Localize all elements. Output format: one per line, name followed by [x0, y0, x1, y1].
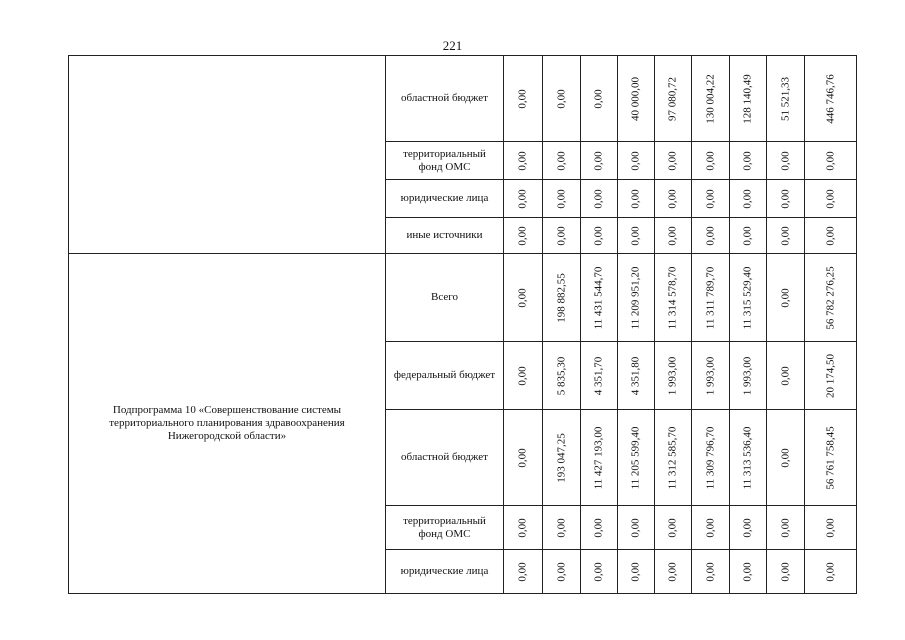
value-text: 40 000,00: [629, 76, 642, 121]
table-body: [69, 56, 857, 594]
value-text: 0,00: [704, 561, 716, 582]
value-text: 0,00: [779, 188, 791, 209]
value-cell: [618, 410, 655, 506]
budget-table: [68, 55, 857, 594]
value-cell: [504, 56, 543, 142]
value-cell: [767, 506, 805, 550]
budget-table-container: [68, 55, 857, 594]
funding-source-cell: областной бюджет: [386, 410, 504, 506]
value-text: 1 993,00: [666, 356, 679, 395]
value-cell: [543, 56, 581, 142]
value-cell: [692, 142, 730, 180]
value-cell: [767, 342, 805, 410]
value-cell: [692, 550, 730, 594]
value-cell: [504, 342, 543, 410]
value-text: 0,00: [741, 225, 754, 246]
value-text: 0,00: [516, 561, 529, 582]
value-cell: [543, 410, 581, 506]
funding-source-cell: иные источники: [386, 218, 504, 254]
value-cell: [504, 218, 543, 254]
value-text: 20 174,50: [824, 353, 836, 398]
value-cell: [805, 180, 857, 218]
value-cell: [805, 218, 857, 254]
value-cell: [730, 410, 767, 506]
value-cell: [730, 218, 767, 254]
value-text: 0,00: [666, 150, 679, 171]
value-text: 51 521,33: [779, 76, 791, 121]
program-title-cell: Подпрограмма 10 «Совершенствование системы территориального планирования здравоохранения Нижегородской области»: [69, 254, 386, 594]
value-cell: [730, 56, 767, 142]
value-text: 0,00: [516, 150, 529, 171]
empty-program-cell: [69, 56, 386, 254]
value-text: 4 351,70: [592, 356, 605, 395]
value-text: 0,00: [516, 88, 529, 109]
value-cell: [692, 218, 730, 254]
value-text: 0,00: [666, 517, 679, 538]
value-cell: [581, 410, 618, 506]
value-cell: [618, 254, 655, 342]
value-cell: [543, 218, 581, 254]
value-text: 128 140,49: [741, 73, 754, 124]
value-text: 0,00: [741, 561, 754, 582]
value-text: 0,00: [779, 447, 791, 468]
value-cell: [543, 550, 581, 594]
value-cell: [618, 56, 655, 142]
value-text: 0,00: [516, 287, 529, 308]
value-text: 11 312 585,70: [666, 426, 679, 489]
value-cell: [618, 180, 655, 218]
value-cell: [543, 254, 581, 342]
value-text: 11 427 193,00: [592, 426, 605, 489]
value-cell: [655, 342, 692, 410]
value-text: 0,00: [592, 561, 605, 582]
value-text: 0,00: [516, 517, 529, 538]
value-text: 11 311 789,70: [704, 266, 716, 329]
value-cell: [692, 254, 730, 342]
value-cell: [581, 506, 618, 550]
value-cell: [504, 506, 543, 550]
value-text: 0,00: [779, 517, 791, 538]
value-cell: [730, 342, 767, 410]
value-text: 56 761 758,45: [824, 425, 836, 490]
value-text: 0,00: [555, 225, 567, 246]
funding-source-cell: областной бюджет: [386, 56, 504, 142]
value-cell: [805, 410, 857, 506]
value-cell: [581, 342, 618, 410]
value-text: 0,00: [629, 225, 642, 246]
value-cell: [692, 56, 730, 142]
value-text: 0,00: [704, 188, 716, 209]
value-text: 11 205 599,40: [629, 426, 642, 489]
value-text: 11 209 951,20: [629, 266, 642, 329]
value-text: 0,00: [555, 150, 567, 171]
value-cell: [767, 254, 805, 342]
value-cell: [655, 254, 692, 342]
funding-source-cell: территориальный фонд ОМС: [386, 142, 504, 180]
value-cell: [767, 550, 805, 594]
value-text: 56 782 276,25: [824, 265, 836, 330]
value-cell: [504, 180, 543, 218]
value-text: 1 993,00: [741, 356, 754, 395]
value-text: 0,00: [555, 188, 567, 209]
value-cell: [504, 254, 543, 342]
value-text: 0,00: [516, 447, 529, 468]
value-cell: [581, 218, 618, 254]
value-cell: [767, 218, 805, 254]
value-cell: [581, 550, 618, 594]
value-text: 11 431 544,70: [592, 266, 605, 329]
value-cell: [805, 142, 857, 180]
funding-source-cell: Всего: [386, 254, 504, 342]
value-text: 0,00: [666, 225, 679, 246]
value-text: 0,00: [824, 561, 836, 582]
value-text: 0,00: [741, 517, 754, 538]
value-text: 0,00: [779, 365, 791, 386]
value-text: 130 004,22: [704, 73, 716, 124]
value-text: 0,00: [741, 188, 754, 209]
funding-source-cell: юридические лица: [386, 180, 504, 218]
value-text: 0,00: [666, 561, 679, 582]
value-text: 0,00: [666, 188, 679, 209]
value-text: 0,00: [592, 225, 605, 246]
value-cell: [581, 180, 618, 218]
value-text: 193 047,25: [555, 432, 567, 483]
value-cell: [655, 550, 692, 594]
value-cell: [618, 218, 655, 254]
value-cell: [581, 254, 618, 342]
value-cell: [655, 56, 692, 142]
value-text: 0,00: [629, 517, 642, 538]
value-text: 5 835,30: [555, 356, 567, 395]
funding-source-cell: юридические лица: [386, 550, 504, 594]
value-text: 11 309 796,70: [704, 426, 716, 489]
value-cell: [805, 56, 857, 142]
value-cell: [730, 506, 767, 550]
funding-source-cell: федеральный бюджет: [386, 342, 504, 410]
value-cell: [655, 142, 692, 180]
funding-source-cell: территориальный фонд ОМС: [386, 506, 504, 550]
value-text: 198 882,55: [555, 272, 567, 323]
value-text: 446 746,76: [824, 73, 836, 124]
value-text: 0,00: [779, 150, 791, 171]
value-text: 11 313 536,40: [741, 426, 754, 489]
value-cell: [767, 180, 805, 218]
value-cell: [692, 342, 730, 410]
page-number: 221: [442, 38, 463, 53]
value-cell: [730, 254, 767, 342]
value-cell: [805, 506, 857, 550]
value-cell: [618, 342, 655, 410]
value-text: 4 351,80: [629, 356, 642, 395]
value-cell: [767, 410, 805, 506]
value-cell: [767, 56, 805, 142]
value-cell: [581, 142, 618, 180]
value-cell: [618, 142, 655, 180]
value-text: 0,00: [592, 188, 605, 209]
value-text: 0,00: [779, 225, 791, 246]
value-cell: [805, 254, 857, 342]
value-text: 0,00: [516, 365, 529, 386]
value-cell: [692, 180, 730, 218]
value-cell: [504, 410, 543, 506]
value-text: 0,00: [555, 88, 567, 109]
value-cell: [730, 550, 767, 594]
value-cell: [730, 142, 767, 180]
value-cell: [805, 550, 857, 594]
value-text: 1 993,00: [704, 356, 716, 395]
value-text: 0,00: [555, 561, 567, 582]
value-cell: [543, 180, 581, 218]
value-text: 0,00: [779, 561, 791, 582]
value-text: 11 314 578,70: [666, 266, 679, 329]
value-text: 0,00: [741, 150, 754, 171]
value-text: 0,00: [592, 150, 605, 171]
value-cell: [655, 180, 692, 218]
value-text: 0,00: [704, 225, 716, 246]
value-cell: [692, 506, 730, 550]
value-cell: [543, 506, 581, 550]
value-text: 0,00: [779, 287, 791, 308]
value-text: 0,00: [704, 150, 716, 171]
value-text: 0,00: [629, 150, 642, 171]
value-text: 0,00: [592, 517, 605, 538]
value-text: 0,00: [516, 188, 529, 209]
value-cell: [618, 506, 655, 550]
value-cell: [581, 56, 618, 142]
value-text: 0,00: [555, 517, 567, 538]
value-text: 97 080,72: [666, 76, 679, 121]
value-cell: [655, 410, 692, 506]
value-cell: [730, 180, 767, 218]
value-cell: [618, 550, 655, 594]
table-row: [69, 56, 857, 142]
value-cell: [543, 142, 581, 180]
value-cell: [543, 342, 581, 410]
value-text: 0,00: [824, 517, 836, 538]
value-cell: [504, 550, 543, 594]
value-text: 0,00: [704, 517, 716, 538]
value-text: 0,00: [516, 225, 529, 246]
value-cell: [805, 342, 857, 410]
value-text: 0,00: [824, 150, 836, 171]
value-cell: [692, 410, 730, 506]
value-text: 0,00: [592, 88, 605, 109]
value-text: 0,00: [629, 561, 642, 582]
value-cell: [655, 506, 692, 550]
table-row: [69, 254, 857, 342]
value-text: 0,00: [629, 188, 642, 209]
value-cell: [767, 142, 805, 180]
value-cell: [504, 142, 543, 180]
value-cell: [655, 218, 692, 254]
value-text: 0,00: [824, 188, 836, 209]
value-text: 11 315 529,40: [741, 266, 754, 329]
value-text: 0,00: [824, 225, 836, 246]
